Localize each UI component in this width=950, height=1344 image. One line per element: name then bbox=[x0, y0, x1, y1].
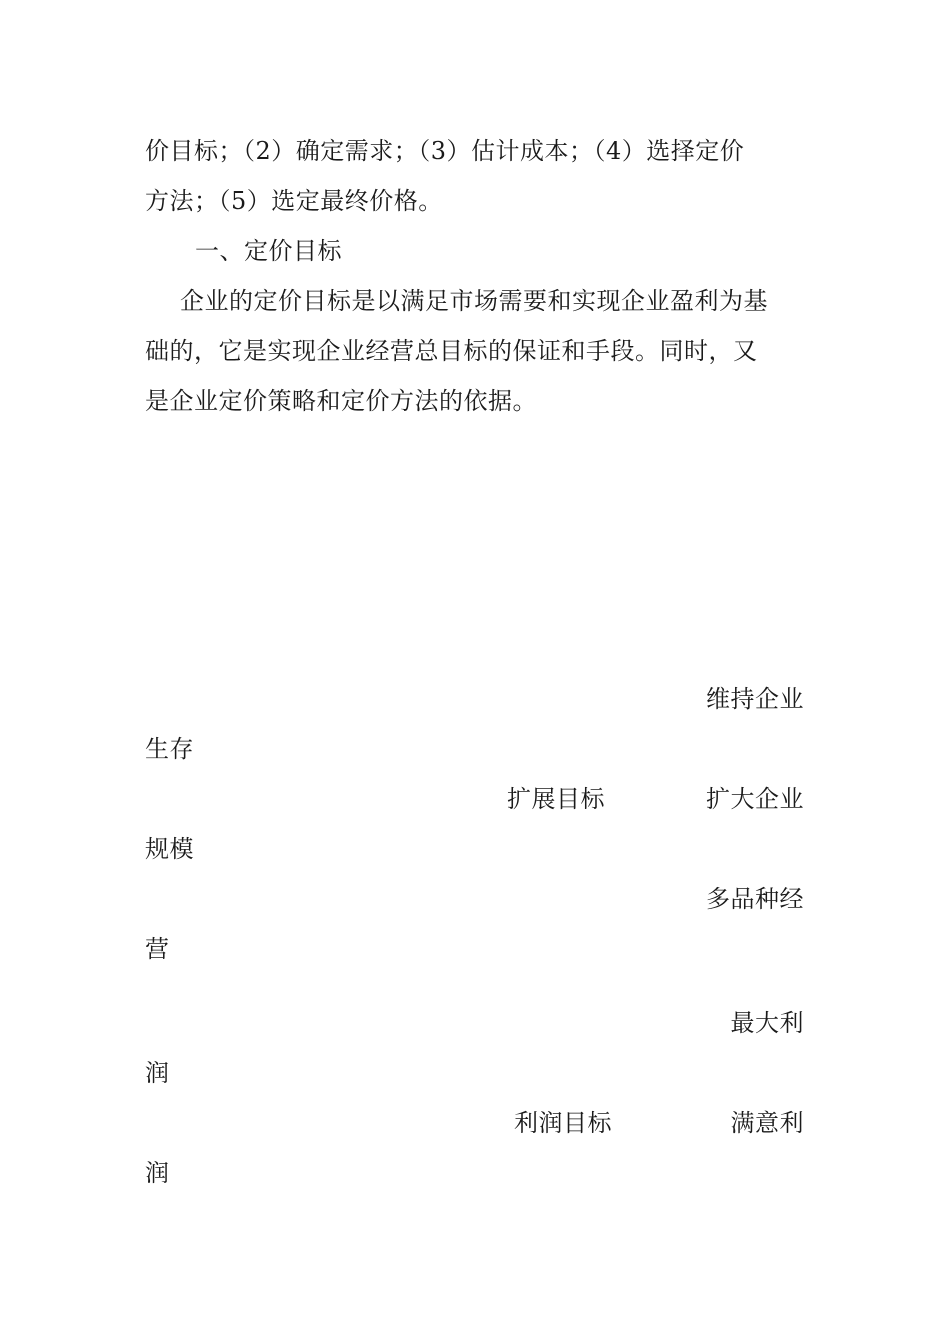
paragraph-1-line-2: 方法；（5）选定最终价格。 bbox=[145, 187, 443, 215]
diagram-item-5-part-2: 润 bbox=[145, 1159, 170, 1187]
paragraph-2-line-3: 是企业定价策略和定价方法的依据。 bbox=[145, 387, 537, 415]
diagram-item-3-part-2: 营 bbox=[145, 935, 170, 963]
diagram-item-4-part-1: 最大利 bbox=[730, 1009, 804, 1037]
diagram-item-2-part-2: 规模 bbox=[145, 835, 194, 863]
diagram-item-3-part-1: 多品种经 bbox=[706, 885, 804, 913]
diagram-item-4-part-2: 润 bbox=[145, 1059, 170, 1087]
diagram-item-2-part-1: 扩大企业 bbox=[706, 785, 804, 813]
diagram-item-1-part-2: 生存 bbox=[145, 735, 194, 763]
paragraph-1-line-1: 价目标；（2）确定需求；（3）估计成本；（4）选择定价 bbox=[145, 137, 745, 165]
section-heading: 一、定价目标 bbox=[195, 237, 342, 265]
diagram-group-label-profit: 利润目标 bbox=[514, 1109, 612, 1137]
diagram-group-label-expand: 扩展目标 bbox=[507, 785, 605, 813]
diagram-item-5-part-1: 满意利 bbox=[730, 1109, 804, 1137]
paragraph-2-line-1: 企业的定价目标是以满足市场需要和实现企业盈利为基 bbox=[180, 287, 768, 315]
paragraph-2-line-2: 础的，它是实现企业经营总目标的保证和手段。同时，又 bbox=[145, 337, 758, 365]
diagram-item-1-part-1: 维持企业 bbox=[706, 685, 804, 713]
